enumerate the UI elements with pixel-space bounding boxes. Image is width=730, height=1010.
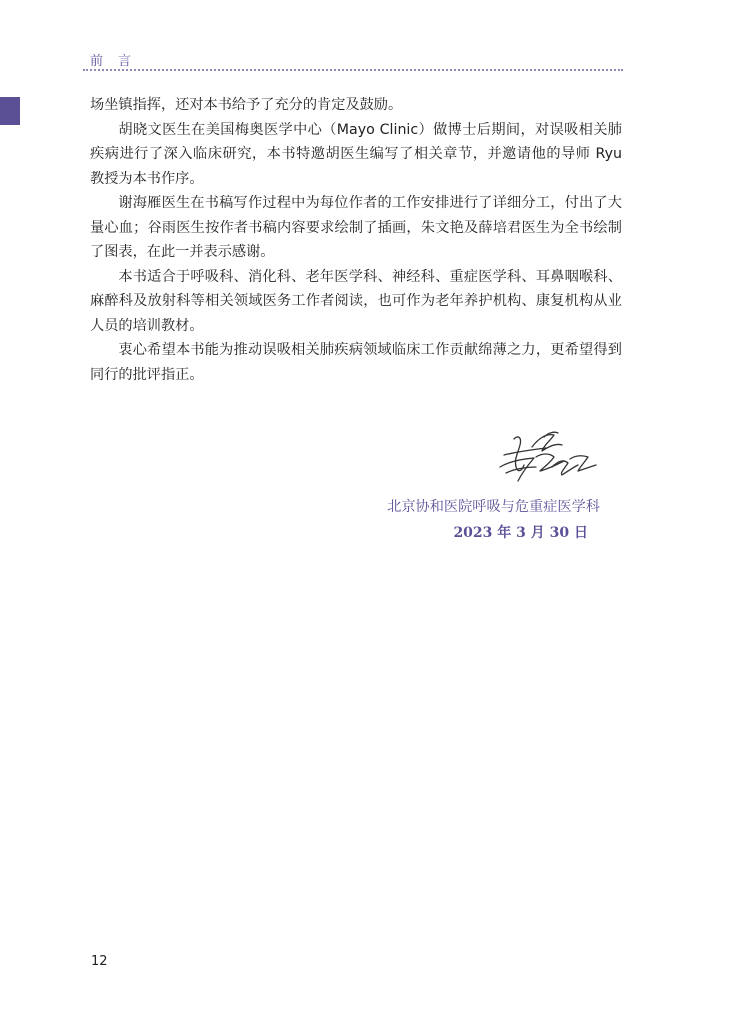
paragraph: 本书适合于呼吸科、消化科、老年医学科、神经科、重症医学科、耳鼻咽喉科、麻醉科及放射科等相关领域医务工作者阅读，也可作为老年养护机构、康复机构从业人员的培训教材。	[90, 268, 622, 334]
paragraph: 衷心希望本书能为推动误吸相关肺疾病领域临床工作贡献绵薄之力，更希望得到同行的批评指正。	[90, 342, 622, 383]
handwritten-signature	[492, 425, 600, 485]
paragraph-continuation: 场坐镇指挥，还对本书给予了充分的肯定及鼓励。	[90, 97, 403, 113]
page-number: 12	[91, 954, 108, 969]
paragraph: 胡晓文医生在美国梅奥医学中心（Mayo Clinic）做博士后期间，对误吸相关肺疾病进行了深入临床研究，本书特邀胡医生编写了相关章节，并邀请他的导师 Ryu 教授为本书作序。	[90, 121, 622, 187]
running-title: 前言	[90, 54, 147, 69]
paragraph: 谢海雁医生在书稿写作过程中为每位作者的工作安排进行了详细分工，付出了大量心血；谷雨医生按作者书稿内容要求绘制了插画，朱文艳及薛培君医生为全书绘制了图表，在此一并表示感谢。	[90, 195, 622, 260]
body-text	[90, 93, 622, 387]
signoff-date: 2023 年 3 月 30 日	[453, 525, 588, 541]
signoff-organization: 北京协和医院呼吸与危重症医学科	[387, 499, 600, 515]
chapter-side-tab	[0, 97, 20, 125]
header-dotted-rule	[83, 69, 623, 71]
